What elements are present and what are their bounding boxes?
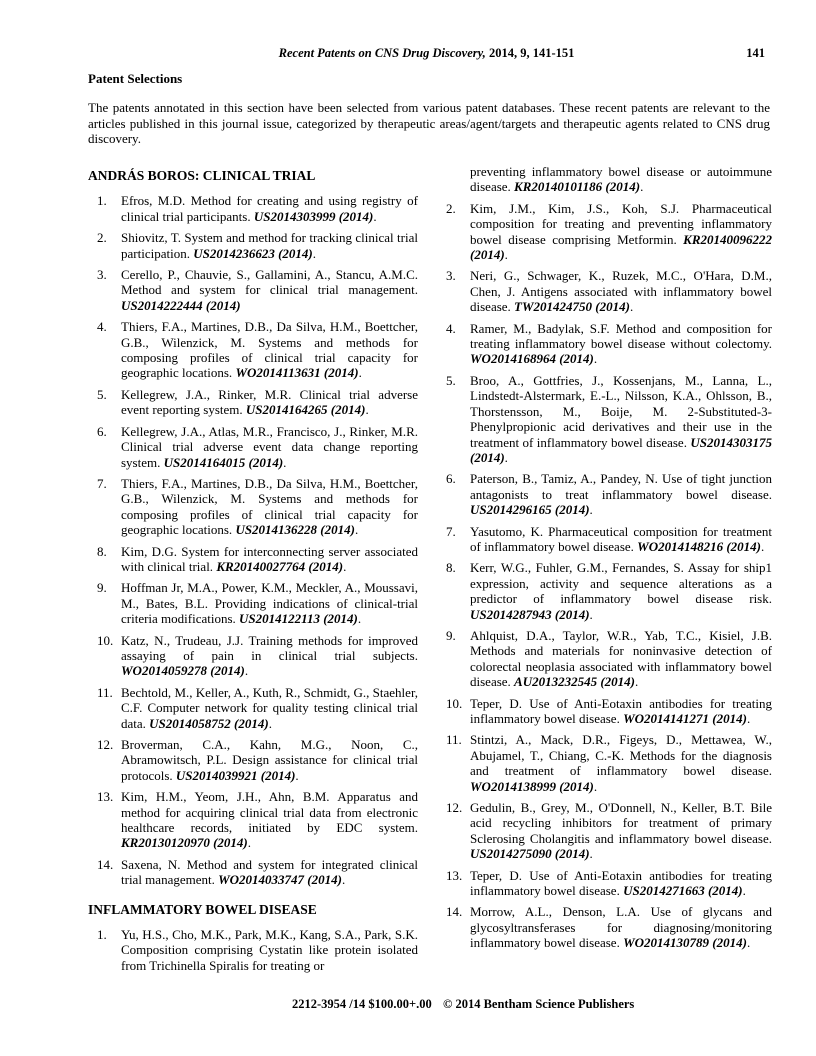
patent-reference: 1. Efros, M.D. Method for creating and using registry of clinical trial participants. US2014303999 (2014). [97,193,418,224]
patent-reference: 8. Kerr, W.G., Fuhler, G.M., Fernandes, S. Assay for ship1 expression, activity and sequence alterations as a predictor of inflammatory bowel disease risk. US2014287943 (2014). [446,560,772,622]
reference-number: 10. [97,632,114,648]
patent-reference: 5. Broo, A., Gottfries, J., Kossenjans, M., Lanna, L., Lindstedt-Alstermark, E.-L., Nilsson, K.A., Ohlsson, B., Thorstensson, M., Boije, M. 2-Substituted-3-Phenylpropionic acid derivatives and their use in the treatment of inflammatory bowel disease. US2014303175 (2014). [446,372,772,465]
reference-number: 7. [97,475,107,491]
journal-citation [88,46,765,61]
patent-reference: 13. Kim, H.M., Yeom, J.H., Ahn, B.M. Apparatus and method for acquiring clinical trial data from electronic healthcare records, initiated by EDC system. KR20130120970 (2014). [97,789,418,851]
patent-reference: 11. Stintzi, A., Mack, D.R., Figeys, D., Mettawea, W., Abujamel, T., Chiang, C.-K. Methods for the diagnosis and treatment of inflammatory bowel disease. WO2014138999 (2014). [446,732,772,794]
reference-number: 1. [97,193,107,209]
patent-reference: 3. Neri, G., Schwager, K., Ruzek, M.C., O'Hara, D.M., Chen, J. Antigens associated with inflammatory bowel disease. TW201424750 (2014). [446,268,772,315]
reference-number: 12. [446,800,463,816]
patent-number: US2014287943 (2014) [470,606,590,622]
patent-number: US2014296165 (2014) [470,502,590,518]
patent-reference: preventing inflammatory bowel disease or autoimmune disease. KR20140101186 (2014). [470,164,772,195]
reference-number: 8. [446,560,456,576]
patent-reference: 4. Ramer, M., Badylak, S.F. Method and composition for treating inflammatory bowel disease without colectomy. WO2014168964 (2014). [446,320,772,367]
reference-number: 5. [446,372,456,388]
reference-number: 3. [446,268,456,284]
reference-number: 5. [97,386,107,402]
patent-reference: 10. Teper, D. Use of Anti-Eotaxin antibodies for treating inflammatory bowel disease. WO2014141271 (2014). [446,695,772,726]
patent-number: WO2014148216 (2014) [637,538,762,554]
patent-number: KR20140027764 (2014) [216,558,344,574]
patent-number: US2014303999 (2014) [253,208,374,224]
patent-reference: 7. Thiers, F.A., Martines, D.B., Da Silva, H.M., Boettcher, G.B., Wilenzick, M. Systems and methods for composing profiles of clinical trial capacity for geographic locations. US2014136228 (2014). [97,475,418,538]
patent-number: WO2014059278 (2014) [121,663,245,679]
reference-number: 11. [446,732,462,748]
reference-number: 1. [97,927,107,943]
reference-number: 11. [97,684,113,700]
reference-number: 4. [97,319,107,335]
reference-number: 14. [97,856,114,872]
patent-number: WO2014130789 (2014) [623,935,747,951]
patent-number: WO2014033747 (2014) [218,872,342,888]
patent-reference: 12. Gedulin, B., Grey, M., O'Donnell, N., Keller, B.T. Bile acid recycling inhibitors for treatment of primary Sclerosing Cholangitis and inflammatory bowel disease. US2014275090 (2014). [446,800,772,862]
patent-number: TW201424750 (2014) [514,299,630,315]
patent-number: US2014136228 (2014) [235,522,355,538]
section-heading: INFLAMMATORY BOWEL DISEASE [88,901,317,917]
patent-reference: 10. Katz, N., Trudeau, J.J. Training methods for improved assaying of pain in clinical trial subjects. WO2014059278 (2014). [97,632,418,679]
patent-reference: 2. Kim, J.M., Kim, J.S., Koh, S.J. Pharmaceutical composition for treating and preventing inflammatory bowel disease comprising Metformin. KR20140096222 (2014). [446,200,772,263]
patent-reference: 7. Yasutomo, K. Pharmaceutical composition for treatment of inflammatory bowel disease. WO2014148216 (2014). [446,523,772,554]
patent-number: KR20130120970 (2014) [121,835,248,851]
reference-number: 13. [97,789,114,805]
section-heading: ANDRÁS BOROS: CLINICAL TRIAL [88,168,316,183]
reference-number: 6. [97,423,107,439]
patent-reference: 12. Broverman, C.A., Kahn, M.G., Noon, C., Abramowitsch, P.L. Design assistance for clinical trial protocols. US2014039921 (2014). [97,737,418,783]
reference-number: 2. [97,230,107,246]
patent-reference: 6. Paterson, B., Tamiz, A., Pandey, N. Use of tight junction antagonists to treat inflammatory bowel disease. US2014296165 (2014). [446,471,772,518]
reference-number: 6. [446,471,456,487]
reference-number: 9. [97,580,107,596]
right-column [437,164,772,957]
patent-reference: 6. Kellegrew, J.A., Atlas, M.R., Francisco, J., Rinker, M.R. Clinical trial adverse event data change reporting system. US2014164015 (2014). [97,423,418,470]
reference-number: 4. [446,320,456,336]
copyright-notice: © 2014 Bentham Science Publishers [443,997,635,1011]
patent-number: US2014271663 (2014) [623,883,743,899]
journal-title: Recent Patents on CNS Drug Discovery, [278,46,486,60]
page-number: 141 [746,46,765,60]
patent-number: US2014164265 (2014) [245,402,366,418]
page-footer [0,997,816,1013]
patent-number: WO2014113631 (2014) [235,365,359,381]
patent-reference: 9. Hoffman Jr, M.A., Power, K.M., Meckler, A., Moussavi, M., Bates, B.L. Providing indications of clinical-trial criteria modifications. US2014122113 (2014). [97,580,418,627]
reference-number: 10. [446,695,463,711]
intro-paragraph: The patents annotated in this section have been selected from various patent databases. These recent patents are relevant to the articles published in this journal issue, categorized by therapeutic areas/agent/targets and therapeutic agents related to CNS drug discovery. [88,100,770,146]
patent-reference: 8. Kim, D.G. System for interconnecting server associated with clinical trial. KR20140027764 (2014). [97,543,418,574]
patent-number: US2014058752 (2014) [149,715,269,731]
patent-reference: 1. Yu, H.S., Cho, M.K., Park, M.K., Kang, S.A., Park, S.K. Composition comprising Cystatin like protein isolated from Trichinella Spiralis for treating or [97,927,418,973]
issn-price: 2212-3954 /14 $100.00+.00 [292,997,432,1011]
patent-reference: 13. Teper, D. Use of Anti-Eotaxin antibodies for treating inflammatory bowel disease. US2014271663 (2014). [446,867,772,899]
reference-number: 14. [446,904,463,920]
reference-number: 8. [97,543,107,559]
patent-reference: 9. Ahlquist, D.A., Taylor, W.R., Yab, T.C., Kisiel, J.B. Methods and materials for noninvasive detection of colorectal neoplasia associated with inflammatory bowel disease. AU2013232545 (2014). [446,627,772,690]
reference-number: 3. [97,267,107,283]
citation-details: 2014, 9, 141-151 [485,46,575,60]
patent-number: AU2013232545 (2014) [514,674,636,690]
patent-reference: 5. Kellegrew, J.A., Rinker, M.R. Clinical trial adverse event reporting system. US2014164265 (2014). [97,386,418,418]
patent-reference: 2. Shiovitz, T. System and method for tracking clinical trial participation. US2014236623 (2014). [97,230,418,261]
patent-reference: 4. Thiers, F.A., Martines, D.B., Da Silva, H.M., Boettcher, G.B., Wilenzick, M. Systems and methods for composing profiles of clinical trial capacity for geographic locations. WO2014113631 (2014). [97,319,418,381]
reference-number: 9. [446,627,456,643]
patent-number: WO2014141271 (2014) [623,711,747,726]
patent-number: US2014236623 (2014) [193,245,313,261]
reference-number: 7. [446,523,456,539]
patent-number: US2014275090 (2014) [470,846,590,862]
patent-reference: 14. Morrow, A.L., Denson, L.A. Use of glycans and glycosyltransferases for diagnosing/monitoring inflammatory bowel disease. WO2014130789 (2014). [446,904,772,951]
patent-number: WO2014168964 (2014) [470,351,594,367]
patent-number: US2014303175 (2014) [470,434,772,465]
patent-selections-heading: Patent Selections [88,71,183,86]
patent-number: KR20140101186 (2014) [514,179,641,195]
patent-number: US2014164015 (2014) [163,454,284,470]
reference-number: 13. [446,867,463,883]
page-header [88,46,765,62]
patent-reference: 3. Cerello, P., Chauvie, S., Gallamini, A., Stancu, A.M.C. Method and system for clinical trial management. US2014222444 (2014) [97,267,418,313]
patent-number: US2014122113 (2014) [239,611,358,627]
patent-number: WO2014138999 (2014) [470,778,594,794]
reference-number: 12. [97,737,114,752]
left-column [88,164,418,979]
patent-number: KR20140096222 (2014) [470,231,772,263]
patent-number: US2014222444 (2014) [121,297,241,313]
patent-reference: 14. Saxena, N. Method and system for integrated clinical trial management. WO2014033747 (2014). [97,856,418,888]
patent-reference: 11. Bechtold, M., Keller, A., Kuth, R., Schmidt, G., Staehler, C.F. Computer network for quality testing clinical trial data. US2014058752 (2014). [97,684,418,731]
reference-number: 2. [446,200,456,216]
patent-number: US2014039921 (2014) [175,767,296,783]
